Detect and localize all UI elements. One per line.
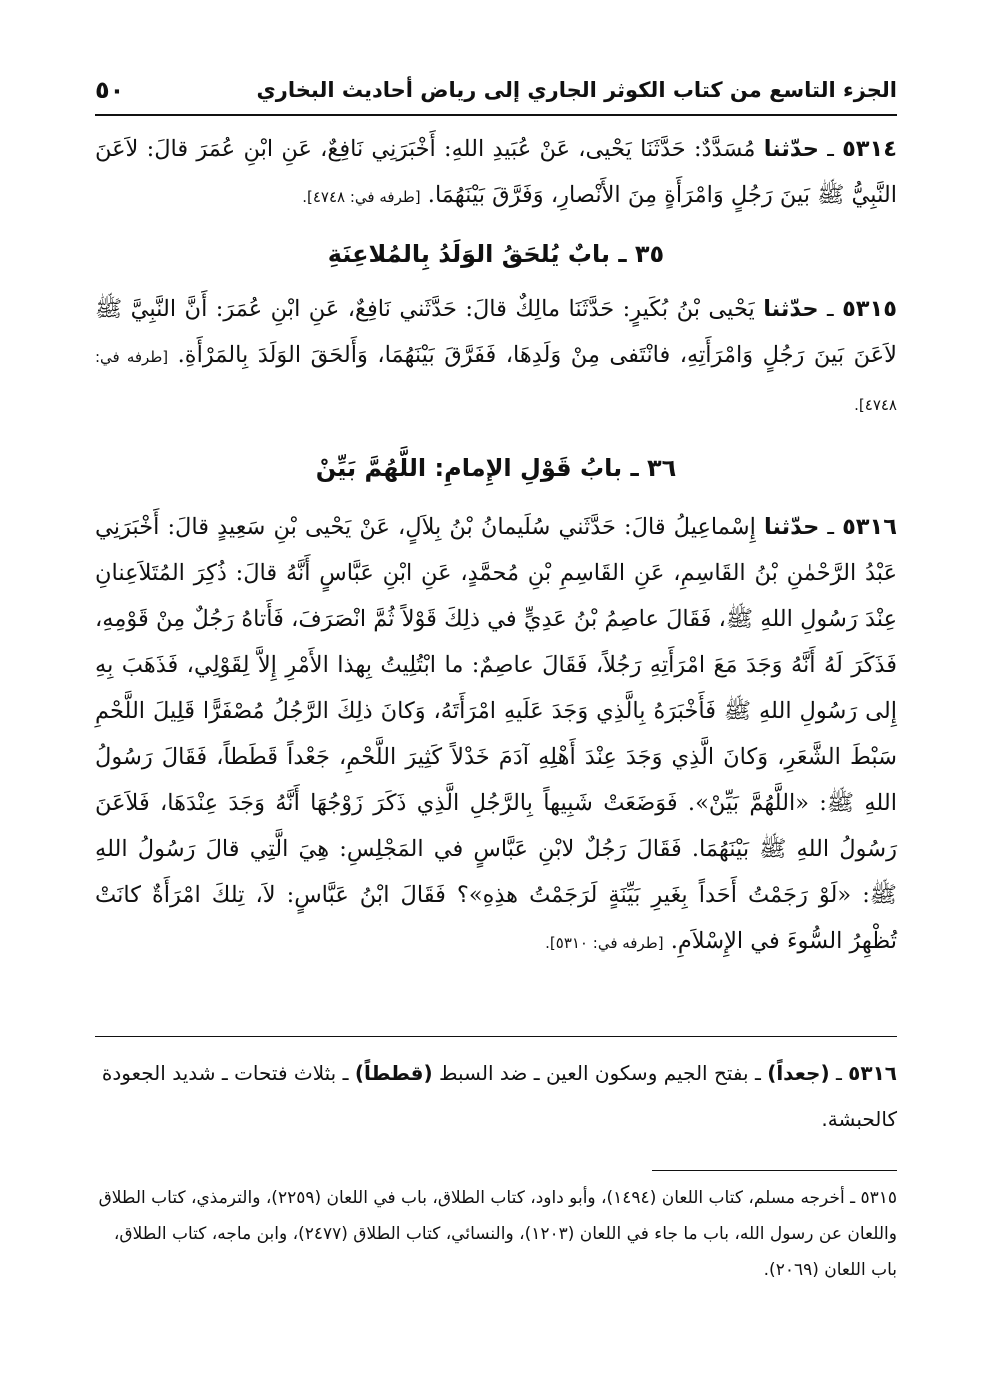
note-text-c: ـ بثلاث فتحات ـ شديد الجعودة كالحبشة.: [101, 1061, 897, 1131]
hadith-5316: [95, 504, 897, 966]
cross-reference: [طرفه في: ٤٧٤٨].: [302, 188, 421, 206]
cross-reference: [طرفه في: ٤٧٤٨].: [95, 348, 897, 414]
dash: ـ: [819, 136, 834, 162]
hadith-text: مُسَدَّدٌ: حَدَّثَنَا يَحْيى، عَنْ عُبَيدِ اللهِ: أَخْبَرَنِي نَافِعٌ، عَنِ ابْنِ عُمَرَ قالَ: لاَعَنَ النَّبِيُّ ﷺ بَينَ رَجُلٍ وَامْرَأَةٍ مِنَ الأَنْصارِ، وَفَرَّقَ بَيْنَهُمَا.: [95, 136, 897, 208]
note-term-jadan: (جعداً): [767, 1061, 830, 1085]
note-text-a: ـ: [829, 1061, 842, 1085]
chapter-heading-35: ٣٥ ـ بابٌ يُلحَقُ الوَلَدُ بِالمُلاعِنَةِ: [327, 240, 665, 268]
commentary-note-5316: [95, 1050, 897, 1142]
running-title: الجزء التاسع من كتاب الكوثر الجاري إلى رياض أحاديث البخاري: [256, 78, 897, 102]
chapter-heading-36: ٣٦ ـ بابُ قَوْلِ الإِمامِ: اللَّهُمَّ بَيِّنْ: [315, 454, 677, 482]
hadith-5314: [95, 126, 897, 220]
note-term-qatatan: (قططاً): [354, 1061, 433, 1085]
page-number: ٥٠: [95, 76, 125, 104]
hadith-number: ٥٣١٤: [842, 136, 898, 162]
hadith-5315: [95, 286, 897, 428]
narration-word: حدّثنا: [764, 514, 820, 540]
hadith-number: ٥٣١٦: [842, 514, 898, 540]
running-header: [95, 68, 897, 112]
footnote-separator: [652, 1170, 897, 1171]
narration-word: حدّثنا: [763, 136, 820, 162]
note-number: ٥٣١٦: [848, 1061, 897, 1085]
hadith-number: ٥٣١٥: [842, 296, 897, 322]
main-text: [95, 126, 897, 966]
hadith-text: يَحْيى بْنُ بُكَيرٍ: حَدَّثَنَا مالِكٌ قالَ: حَدَّثَني نَافِعٌ، عَنِ ابْنِ عُمَرَ: أَنَّ النَّبِيَّ ﷺ لاَعَنَ بَينَ رَجُلٍ وَامْرَأَتِهِ، فانْتَفى مِنْ وَلَدِهَا، فَفَرَّقَ بَيْنَهُمَا، وَأَلحَقَ الوَلَدَ بِالمَرْأَةِ.: [95, 296, 897, 368]
note-text-b: ـ بفتح الجيم وسكون العين ـ ضد السبط: [432, 1061, 761, 1085]
hadith-text: إِسْماعِيلُ قالَ: حَدَّثَني سُلَيمانُ بْنُ بِلاَلٍ، عَنْ يَحْيى بْنِ سَعِيدٍ قالَ: أَخْبَرَنِي عَبْدُ الرَّحْمٰنِ بْنُ القَاسِمِ، عَنِ القَاسِمِ بْنِ مُحمَّدٍ، عَنِ ابْنِ عَبَّاسٍ أَنَّهُ قالَ: ذُكِرَ المُتَلاَعِنانِ عِنْدَ رَسُولِ اللهِ ﷺ، فَقَالَ عاصِمُ بْنُ عَدِيٍّ في ذلِكَ قَوْلاً ثُمَّ انْصَرَفَ، فَأَتاهُ رَجُلٌ مِنْ قَوْمِهِ، فَذَكَرَ لَهُ أَنَّهُ وَجَدَ مَعَ امْرَأَتِهِ رَجُلاً، فَقَالَ عاصِمٌ: ما ابْتُلِيتُ بِهذا الأَمْرِ إِلاَّ لِقَوْلِي، فَذَهَبَ بِهِ إِلى رَسُولِ اللهِ ﷺ فَأَخْبَرَهُ بِالَّذِي وَجَدَ عَلَيهِ امْرَأَتَهُ، وَكانَ ذلِكَ الرَّجُلُ مُصْفَرًّا قَلِيلَ اللَّحْمِ سَبْطَ الشَّعَرِ، وَكانَ الَّذِي وَجَدَ عِنْدَ أَهْلِهِ آدَمَ خَدْلاً كَثِيرَ اللَّحْمِ، جَعْداً قَطَطاً، فَقَالَ رَسُولُ اللهِ ﷺ: «اللَّهُمَّ بَيِّنْ». فَوَضَعَتْ شَبِيهاً بِالرَّجُلِ الَّذِي ذَكَرَ زَوْجُهَا أَنَّهُ وَجَدَ عِنْدَهَا، فَلاَعَنَ رَسُولُ اللهِ ﷺ بَيْنَهُمَا. فَقَالَ رَجُلٌ لابْنِ عَبَّاسٍ في المَجْلِسِ: هِيَ الَّتِي قالَ رَسُولُ اللهِ ﷺ: «لَوْ رَجَمْتُ أَحَداً بِغَيرِ بَيِّنَةٍ لَرَجَمْتُ هذِهِ»؟ فَقَالَ ابْنُ عَبَّاسٍ: لاَ، تِلكَ امْرَأَةٌ كانَتْ تُظْهِرُ السُّوءَ في الإِسْلاَمِ.: [95, 514, 897, 954]
dash: ـ: [818, 296, 834, 322]
notes-separator: [95, 1036, 897, 1037]
header-rule: [95, 114, 897, 116]
narration-word: حدّثنا: [763, 296, 819, 322]
footnote-5315: ٥٣١٥ ـ أخرجه مسلم، كتاب اللعان (١٤٩٤)، وأبو داود، كتاب الطلاق، باب في اللعان (٢٢٥٩)، والترمذي، كتاب الطلاق واللعان عن رسول الله، باب ما جاء في اللعان (١٢٠٣)، والنسائي، كتاب الطلاق (٢٤٧٧)، وابن ماجه، كتاب الطلاق، باب اللعان (٢٠٦٩).: [98, 1188, 897, 1280]
cross-reference: [طرفه في: ٥٣١٠].: [545, 934, 664, 952]
dash: ـ: [819, 514, 834, 540]
